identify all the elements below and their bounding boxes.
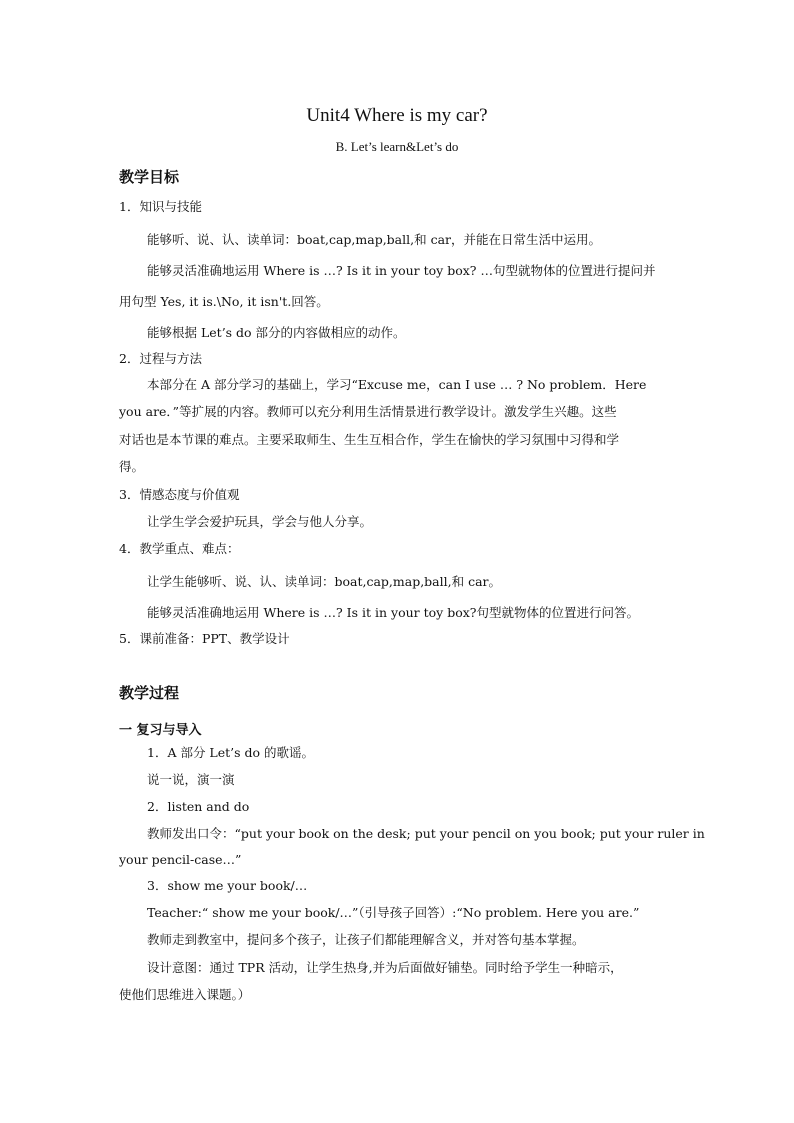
section1-design-line1: 设计意图：通过 TPR 活动，让学生热身,并为后面做好铺垫。同时给予学生一种暗示， [147,960,623,975]
section1-step3: 3．show me your book/… [147,878,308,893]
section1-step3-line2: 教师走到教室中，提问多个孩子，让孩子们都能理解含义，并对答句基本掌握。 [147,932,585,947]
item4-paragraph1: 让学生能够听、说、认、读单词：boat,cap,map,ball,和 car。 [147,574,502,589]
section1-design-line2: 使他们思维进入课题。） [119,987,251,1002]
document-title: Unit4 Where is my car? [306,105,488,126]
item4-paragraph2: 能够灵活准确地运用 Where is …? Is it in your toy box?句型就物体的位置进行问答。 [147,605,639,620]
objectives-heading: 教学目标 [119,168,180,186]
item3-title: 3．情感态度与价值观 [119,487,240,502]
section1-step1: 1．A 部分 Let’s do 的歌谣。 [147,745,315,760]
item4-title: 4．教学重点、难点： [119,541,240,556]
item2-line2: you are．”等扩展的内容。教师可以充分利用生活情景进行教学设计。激发学生兴趣。这些 [119,404,617,419]
item2-title: 2．过程与方法 [119,351,202,366]
item1-paragraph2-line1: 能够灵活准确地运用 Where is …? Is it in your toy box? …句型就物体的位置进行提问并 [147,263,656,278]
document-subtitle: B. Let’s learn&Let’s do [335,139,459,154]
item2-line3: 对话也是本节课的难点。主要采取师生、生生互相合作，学生在愉快的学习氛围中习得和学 [119,432,620,447]
item1-paragraph2-line2: 用句型 Yes, it is.\No, it isn't.回答。 [119,294,329,309]
section1-step3-line1: Teacher:“ show me your book/…”（引导孩子回答）:“No problem. Here you are.” [147,905,640,920]
section1-step2: 2．listen and do [147,799,250,814]
section1-step2-line1: 教师发出口令：“put your book on the desk; put your pencil on you book; put your ruler in [147,826,705,841]
item1-paragraph3: 能够根据 Let’s do 部分的内容做相应的动作。 [147,325,406,340]
section1-step1-note: 说一说，演一演 [147,772,235,787]
item2-line1: 本部分在 A 部分学习的基础上，学习“Excuse me，can I use … ? No problem．Here [147,377,647,392]
item2-line4: 得。 [119,459,145,474]
item5-title: 5．课前准备：PPT、教学设计 [119,631,290,646]
section1-title: 一 复习与导入 [119,723,202,738]
process-heading: 教学过程 [119,684,180,702]
section1-step2-line2: your pencil-case…” [119,852,242,867]
item1-paragraph1: 能够听、说、认、读单词：boat,cap,map,ball,和 car，并能在日常生活中运用。 [147,232,602,247]
item3-paragraph1: 让学生学会爱护玩具，学会与他人分享。 [147,514,373,529]
item1-title: 1．知识与技能 [119,199,202,214]
